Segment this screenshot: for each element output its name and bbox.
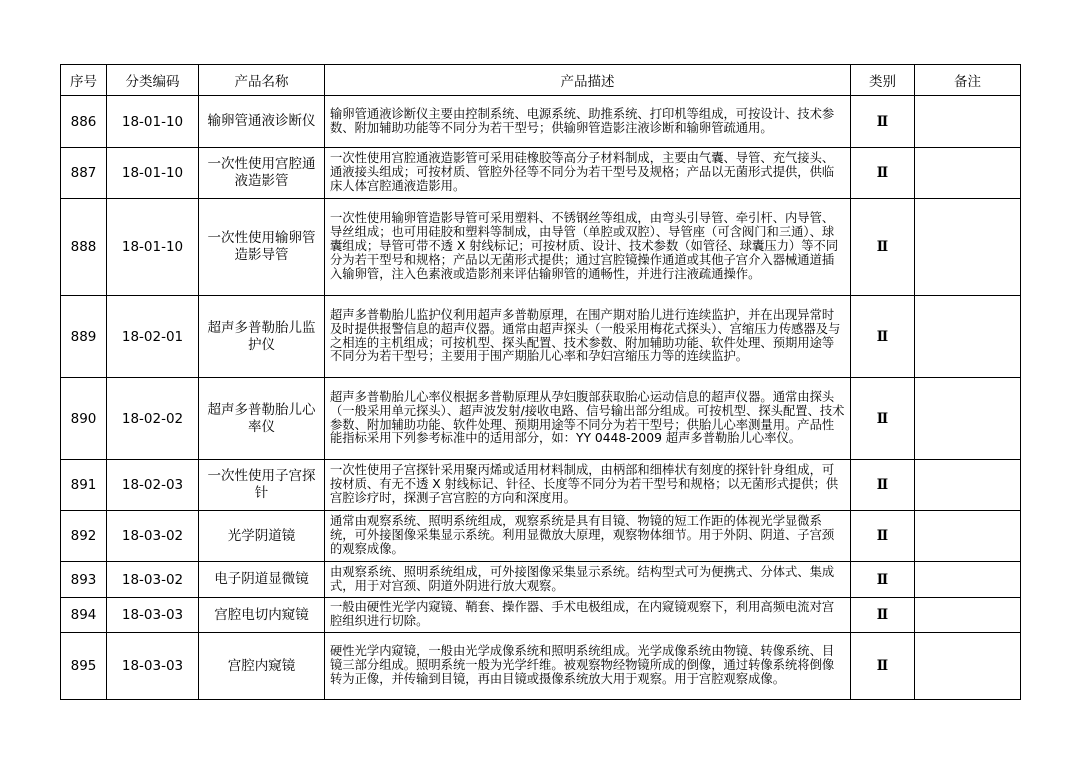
cell-desc: 硬性光学内窥镜，一般由光学成像系统和照明系统组成。光学成像系统由物镜、转像系统、目镜三部分组成。照明系统一般为光学纤维。被观察物经物镜所成的倒像，通过转像系统将倒像转为正像，并传输到目镜，再由目镜或摄像系统放大用于观察。用于宫腔观察成像。	[325, 633, 851, 700]
cell-desc: 一般由硬性光学内窥镜、鞘套、操作器、手术电极组成，在内窥镜观察下，利用高频电流对宫腔组织进行切除。	[325, 598, 851, 633]
cell-desc: 一次性使用宫腔通液造影管可采用硅橡胶等高分子材料制成，主要由气囊、导管、充气接头、通液接头组成；可按材质、管腔外径等不同分为若干型号及规格；产品以无菌形式提供，供临床人体宫腔通液造影用。	[325, 148, 851, 199]
table-row	[61, 460, 1021, 511]
cell-category: Ⅱ	[851, 378, 915, 460]
cell-seq: 888	[61, 199, 107, 296]
cell-desc: 由观察系统、照明系统组成，可外接图像采集显示系统。结构型式可为便携式、分体式、集成式，用于对宫颈、阴道外阴进行放大观察。	[325, 562, 851, 598]
header-seq: 序号	[61, 65, 107, 96]
cell-category: Ⅱ	[851, 96, 915, 148]
cell-desc: 超声多普勒胎儿监护仪利用超声多普勒原理，在围产期对胎儿进行连续监护，并在出现异常时及时提供报警信息的超声仪器。通常由超声探头（一般采用梅花式探头）、宫缩压力传感器及与之相连的主机组成；可按机型、探头配置、技术参数、附加辅助功能、软件处理、预期用途等不同分为若干型号；主要用于围产期胎儿心率和孕妇宫缩压力等的连续监护。	[325, 296, 851, 378]
table-row	[61, 598, 1021, 633]
cell-seq: 893	[61, 562, 107, 598]
cell-category: Ⅱ	[851, 199, 915, 296]
cell-name: 超声多普勒胎儿心率仪	[199, 378, 325, 460]
cell-category: Ⅱ	[851, 633, 915, 700]
cell-code: 18-01-10	[107, 96, 199, 148]
table-row	[61, 296, 1021, 378]
cell-remark	[915, 511, 1021, 562]
cell-category: Ⅱ	[851, 148, 915, 199]
cell-name: 一次性使用输卵管造影导管	[199, 199, 325, 296]
cell-code: 18-01-10	[107, 148, 199, 199]
cell-name: 一次性使用宫腔通液造影管	[199, 148, 325, 199]
cell-seq: 891	[61, 460, 107, 511]
cell-code: 18-02-02	[107, 378, 199, 460]
cell-seq: 892	[61, 511, 107, 562]
cell-remark	[915, 296, 1021, 378]
cell-name: 宫腔电切内窥镜	[199, 598, 325, 633]
table-row	[61, 148, 1021, 199]
cell-remark	[915, 148, 1021, 199]
cell-name: 电子阴道显微镜	[199, 562, 325, 598]
cell-category: Ⅱ	[851, 511, 915, 562]
cell-remark	[915, 598, 1021, 633]
cell-desc: 通常由观察系统、照明系统组成，观察系统是具有目镜、物镜的短工作距的体视光学显微系统，可外接图像采集显示系统。利用显微放大原理，观察物体细节。用于外阴、阴道、子宫颈的观察成像。	[325, 511, 851, 562]
cell-remark	[915, 460, 1021, 511]
cell-desc: 超声多普勒胎儿心率仪根据多普勒原理从孕妇腹部获取胎心运动信息的超声仪器。通常由探头（一般采用单元探头）、超声波发射/接收电路、信号输出部分组成。可按机型、探头配置、技术参数、附加辅助功能、软件处理、预期用途等不同分为若干型号；供胎儿心率测量用。产品性能指标采用下列参考标准中的适用部分，如：YY 0448-2009 超声多普勒胎儿心率仪。	[325, 378, 851, 460]
cell-name: 输卵管通液诊断仪	[199, 96, 325, 148]
cell-remark	[915, 633, 1021, 700]
header-row	[61, 65, 1021, 96]
table-row	[61, 199, 1021, 296]
header-desc: 产品描述	[325, 65, 851, 96]
cell-name: 宫腔内窥镜	[199, 633, 325, 700]
cell-remark	[915, 199, 1021, 296]
header-code: 分类编码	[107, 65, 199, 96]
header-category: 类别	[851, 65, 915, 96]
cell-seq: 890	[61, 378, 107, 460]
cell-remark	[915, 562, 1021, 598]
cell-category: Ⅱ	[851, 460, 915, 511]
cell-remark	[915, 378, 1021, 460]
cell-name: 光学阴道镜	[199, 511, 325, 562]
product-table	[60, 64, 1021, 700]
cell-category: Ⅱ	[851, 296, 915, 378]
cell-seq: 894	[61, 598, 107, 633]
table-row	[61, 96, 1021, 148]
cell-code: 18-02-01	[107, 296, 199, 378]
table-row	[61, 562, 1021, 598]
cell-name: 超声多普勒胎儿监护仪	[199, 296, 325, 378]
cell-code: 18-03-03	[107, 633, 199, 700]
cell-remark	[915, 96, 1021, 148]
table-row	[61, 633, 1021, 700]
cell-name: 一次性使用子宫探针	[199, 460, 325, 511]
cell-desc: 一次性使用输卵管造影导管可采用塑料、不锈钢丝等组成，由弯头引导管、牵引杆、内导管、导丝组成；也可用硅胶和塑料等制成，由导管（单腔或双腔）、导管座（可含阀门和三通）、球囊组成；导管可带不透 X 射线标记；可按材质、设计、技术参数（如管径、球囊压力）等不同分为若干型号和规格；产品以无菌形式提供；通过宫腔镜操作通道或其他子宫介入器械通道插入输卵管，注入色素液或造影剂来评估输卵管的通畅性，并进行注液疏通操作。	[325, 199, 851, 296]
header-name: 产品名称	[199, 65, 325, 96]
cell-category: Ⅱ	[851, 598, 915, 633]
table-row	[61, 511, 1021, 562]
header-remark: 备注	[915, 65, 1021, 96]
cell-seq: 887	[61, 148, 107, 199]
cell-code: 18-01-10	[107, 199, 199, 296]
cell-seq: 895	[61, 633, 107, 700]
cell-code: 18-02-03	[107, 460, 199, 511]
cell-code: 18-03-02	[107, 562, 199, 598]
cell-code: 18-03-02	[107, 511, 199, 562]
cell-category: Ⅱ	[851, 562, 915, 598]
cell-seq: 886	[61, 96, 107, 148]
cell-desc: 输卵管通液诊断仪主要由控制系统、电源系统、助推系统、打印机等组成，可按设计、技术参数、附加辅助功能等不同分为若干型号；供输卵管造影注液诊断和输卵管疏通用。	[325, 96, 851, 148]
table-row	[61, 378, 1021, 460]
cell-seq: 889	[61, 296, 107, 378]
cell-desc: 一次性使用子宫探针采用聚丙烯或适用材料制成，由柄部和细棒状有刻度的探针针身组成，可按材质、有无不透 X 射线标记、针径、长度等不同分为若干型号和规格；以无菌形式提供；供宫腔诊疗时，探测子宫宫腔的方向和深度用。	[325, 460, 851, 511]
cell-code: 18-03-03	[107, 598, 199, 633]
document-page	[60, 64, 1020, 700]
